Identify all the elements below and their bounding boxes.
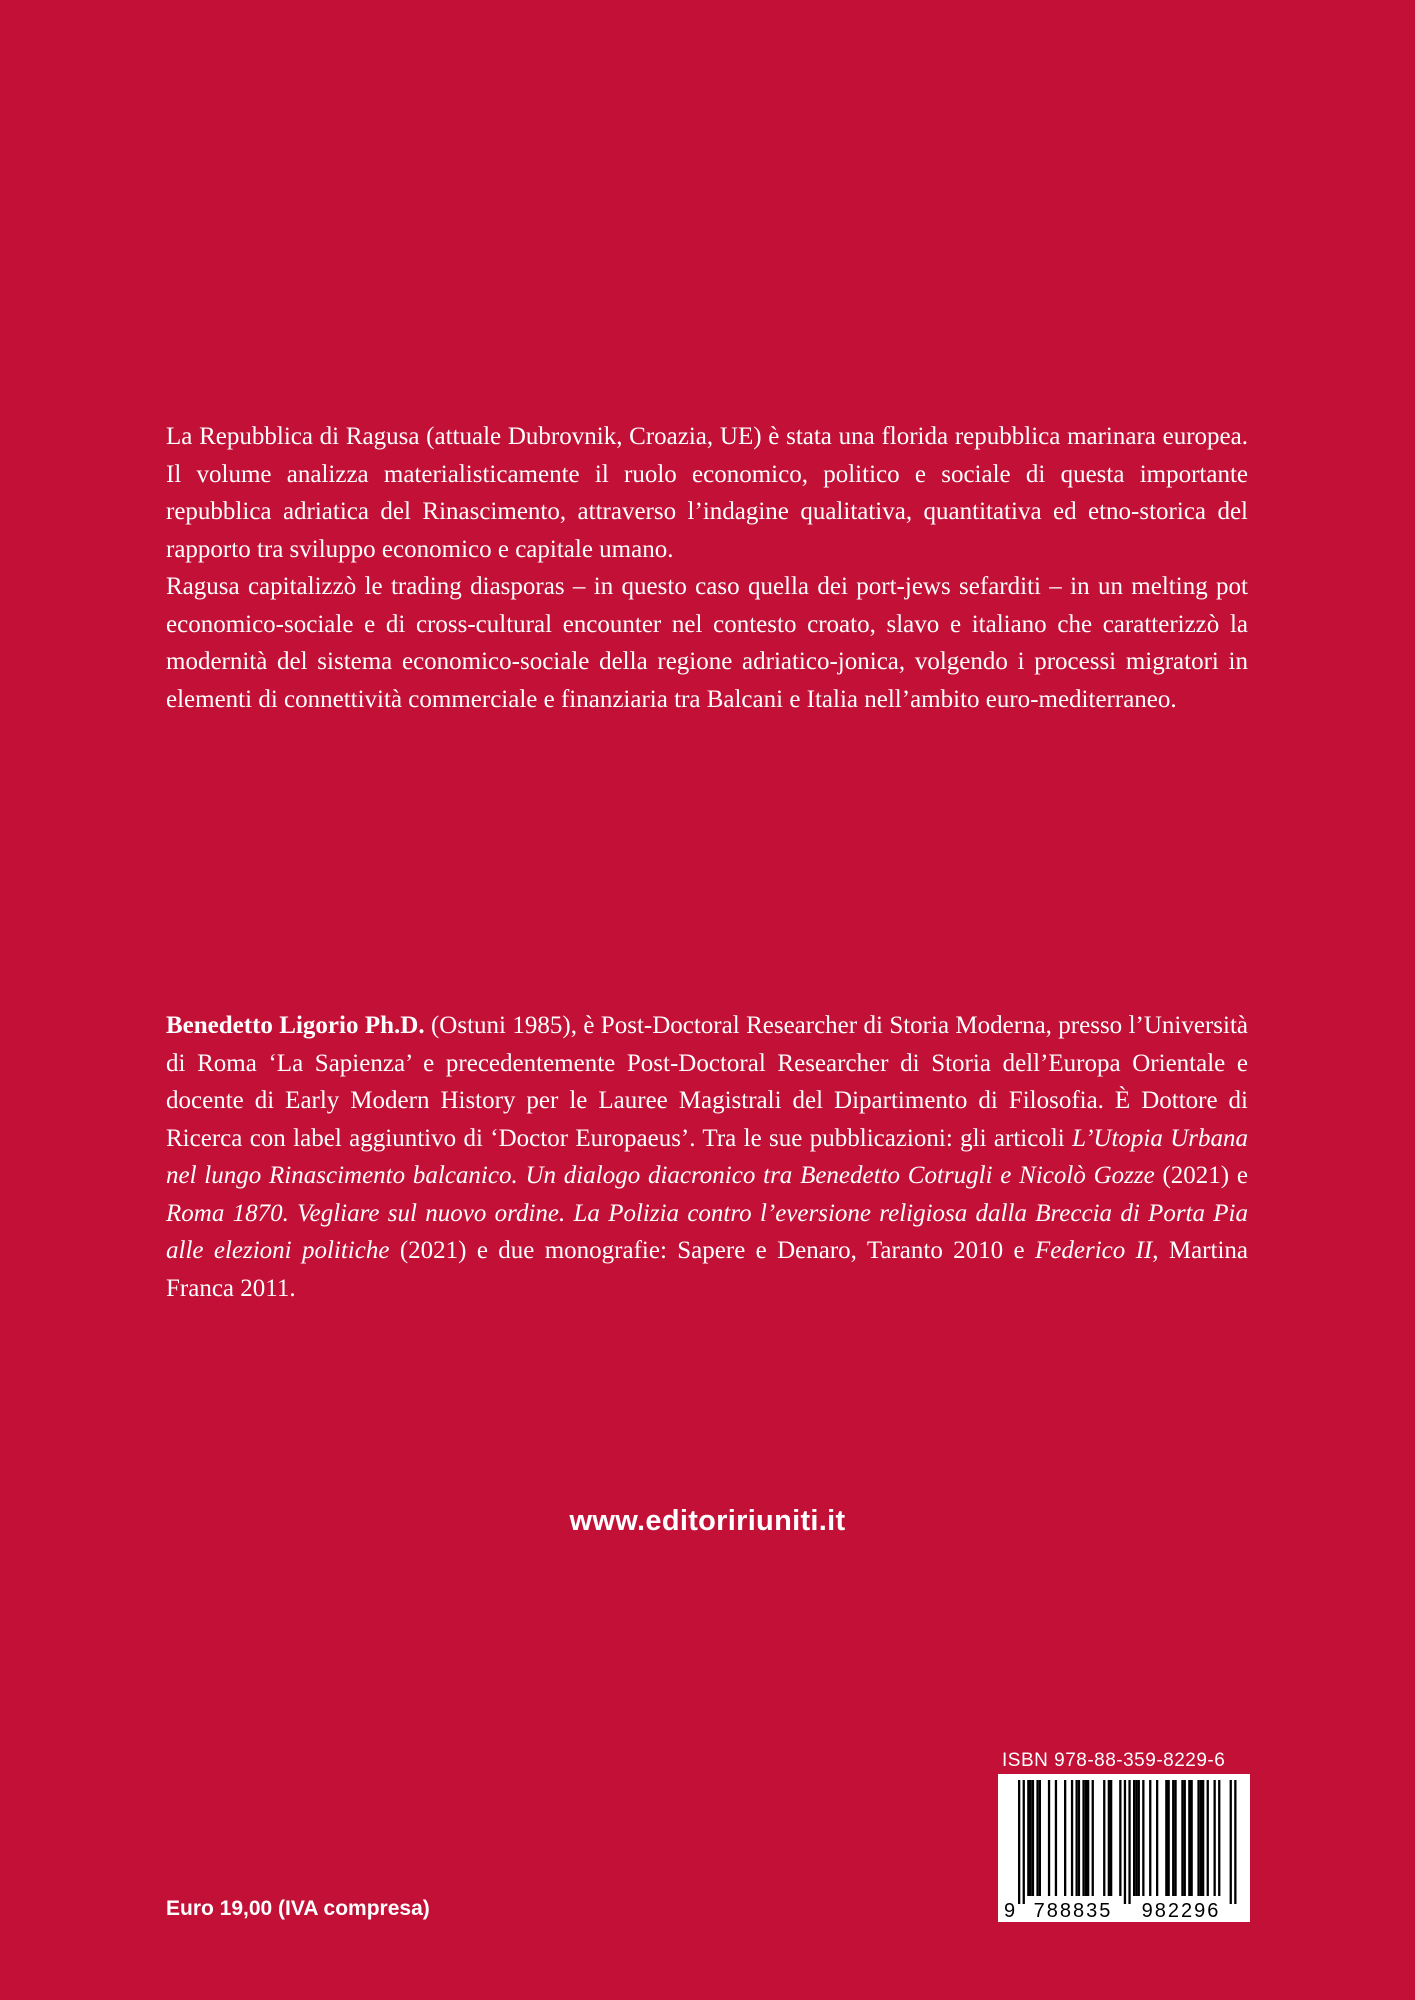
barcode-bar bbox=[1103, 1780, 1105, 1896]
barcode-bar bbox=[1027, 1780, 1029, 1896]
barcode-bar bbox=[1174, 1780, 1176, 1896]
barcode-guard-bar bbox=[1018, 1780, 1020, 1904]
barcode-bar bbox=[1078, 1780, 1080, 1896]
barcode-digits-right: 982296 bbox=[1141, 1900, 1221, 1922]
bio-article-title-2: Roma 1870. Vegliare sul nuovo ordine. La Polizia contro l’eversione religiosa dalla Breccia di Porta Pia alle elezioni politiche bbox=[166, 1199, 1248, 1264]
barcode-digit-first: 9 bbox=[1004, 1900, 1016, 1922]
barcode-bar bbox=[1055, 1780, 1057, 1896]
barcode-bar bbox=[1135, 1780, 1137, 1896]
isbn-barcode bbox=[998, 1774, 1250, 1922]
barcode-bar bbox=[1048, 1780, 1050, 1896]
price-label: Euro 19,00 (IVA compresa) bbox=[166, 1897, 430, 1920]
barcode-bar bbox=[1076, 1780, 1078, 1896]
barcode-bar bbox=[1071, 1780, 1073, 1896]
barcode-bar bbox=[1092, 1780, 1094, 1896]
barcode-guard-bar bbox=[1124, 1780, 1126, 1904]
barcode-bar bbox=[1197, 1780, 1199, 1896]
barcode-bar bbox=[1119, 1780, 1121, 1896]
barcode-bar bbox=[1036, 1780, 1038, 1896]
bio-text-1: (Ostuni 1985), è Post-Doctoral Researcher di Storia Moderna, presso l’Università di Roma ‘La Sapienza’ e precedentemente Post-Doctoral Researcher di Storia dell’Europa Orientale e docente di Early Modern History per le Lauree Magistrali del Dipartimento di Filosofia. È Dottore di Ricerca con label aggiuntivo di ‘Doctor Europaeus’. Tra le sue pubblicazioni: gli articoli bbox=[166, 1012, 1248, 1152]
barcode-bar bbox=[1214, 1780, 1216, 1896]
barcode-bar bbox=[1218, 1780, 1220, 1896]
barcode-bar bbox=[1165, 1780, 1167, 1896]
barcode-bar bbox=[1039, 1780, 1041, 1896]
bio-text-2: (2021) e bbox=[1154, 1162, 1248, 1189]
barcode-guard-bar bbox=[1023, 1780, 1025, 1904]
barcode-bar bbox=[1138, 1780, 1140, 1896]
barcode-bar bbox=[1191, 1780, 1193, 1896]
barcode-digits-left: 788835 bbox=[1033, 1900, 1113, 1922]
barcode-bar bbox=[1085, 1780, 1087, 1896]
barcode-bar bbox=[1110, 1780, 1112, 1896]
bio-text-3: (2021) e due monografie: Sapere e Denaro, Taranto 2010 e bbox=[389, 1237, 1035, 1264]
barcode-guard-bar bbox=[1234, 1780, 1236, 1904]
blurb-paragraph-2: Ragusa capitalizzò le trading diasporas – in questo caso quella dei port-jews sefarditi – in un melting pot economico-sociale e di cross-cultural encounter nel contesto croato, slavo e italiano che caratterizzò la modernità del sistema economico-sociale della regione adriatico-jonica, volgendo i processi migratori in elementi di connettività commerciale e finanziaria tra Balcani e Italia nell’ambito euro-mediterraneo. bbox=[166, 573, 1248, 713]
author-name: Benedetto Ligorio Ph.D. bbox=[166, 1012, 425, 1039]
isbn-label: ISBN 978-88-359-8229-6 bbox=[1002, 1750, 1226, 1771]
barcode-bar bbox=[1082, 1780, 1084, 1896]
barcode-bar bbox=[1188, 1780, 1190, 1896]
bio-article-title-1: L’Utopia Urbana nel lungo Rinascimento balcanico. Un dialogo diacronico tra Benedetto Cotrugli e Nicolò Gozze bbox=[166, 1124, 1249, 1189]
publisher-website[interactable]: www.editoririuniti.it bbox=[569, 1505, 846, 1537]
barcode-bar bbox=[1032, 1780, 1034, 1896]
barcode-bar bbox=[1149, 1780, 1151, 1896]
barcode-bar bbox=[1142, 1780, 1144, 1896]
barcode-guard-bar bbox=[1128, 1780, 1130, 1904]
barcode-graphic bbox=[998, 1774, 1250, 1922]
bio-text-4: , Martina Franca 2011. bbox=[166, 1237, 1248, 1302]
barcode-bar bbox=[1200, 1780, 1202, 1896]
author-bio bbox=[166, 1007, 1248, 1307]
barcode-bar bbox=[1064, 1780, 1066, 1896]
barcode-bars bbox=[1018, 1780, 1237, 1904]
barcode-guard-bar bbox=[1230, 1780, 1232, 1904]
blurb-paragraph-1: La Repubblica di Ragusa (attuale Dubrovnik, Croazia, UE) è stata una florida repubblica marinara europea. Il volume analizza materialisticamente il ruolo economico, politico e sociale di questa importante repubblica adriatica del Rinascimento, attraverso l’indagine qualitativa, quantitativa ed etno-storica del rapporto tra sviluppo economico e capitale umano. bbox=[166, 423, 1248, 563]
barcode-bar bbox=[1133, 1780, 1135, 1896]
back-cover-blurb bbox=[166, 418, 1248, 718]
bio-book-title: Federico II bbox=[1035, 1237, 1153, 1264]
barcode-bar bbox=[1156, 1780, 1158, 1896]
barcode-bar bbox=[1168, 1780, 1170, 1896]
barcode-bar bbox=[1184, 1780, 1186, 1896]
barcode-bar bbox=[1202, 1780, 1204, 1896]
barcode-bar bbox=[1207, 1780, 1209, 1896]
barcode-bar bbox=[1030, 1780, 1032, 1896]
barcode-bar bbox=[1181, 1780, 1183, 1896]
barcode-bar bbox=[1108, 1780, 1110, 1896]
barcode-bar bbox=[1172, 1780, 1174, 1896]
barcode-bar bbox=[1087, 1780, 1089, 1896]
